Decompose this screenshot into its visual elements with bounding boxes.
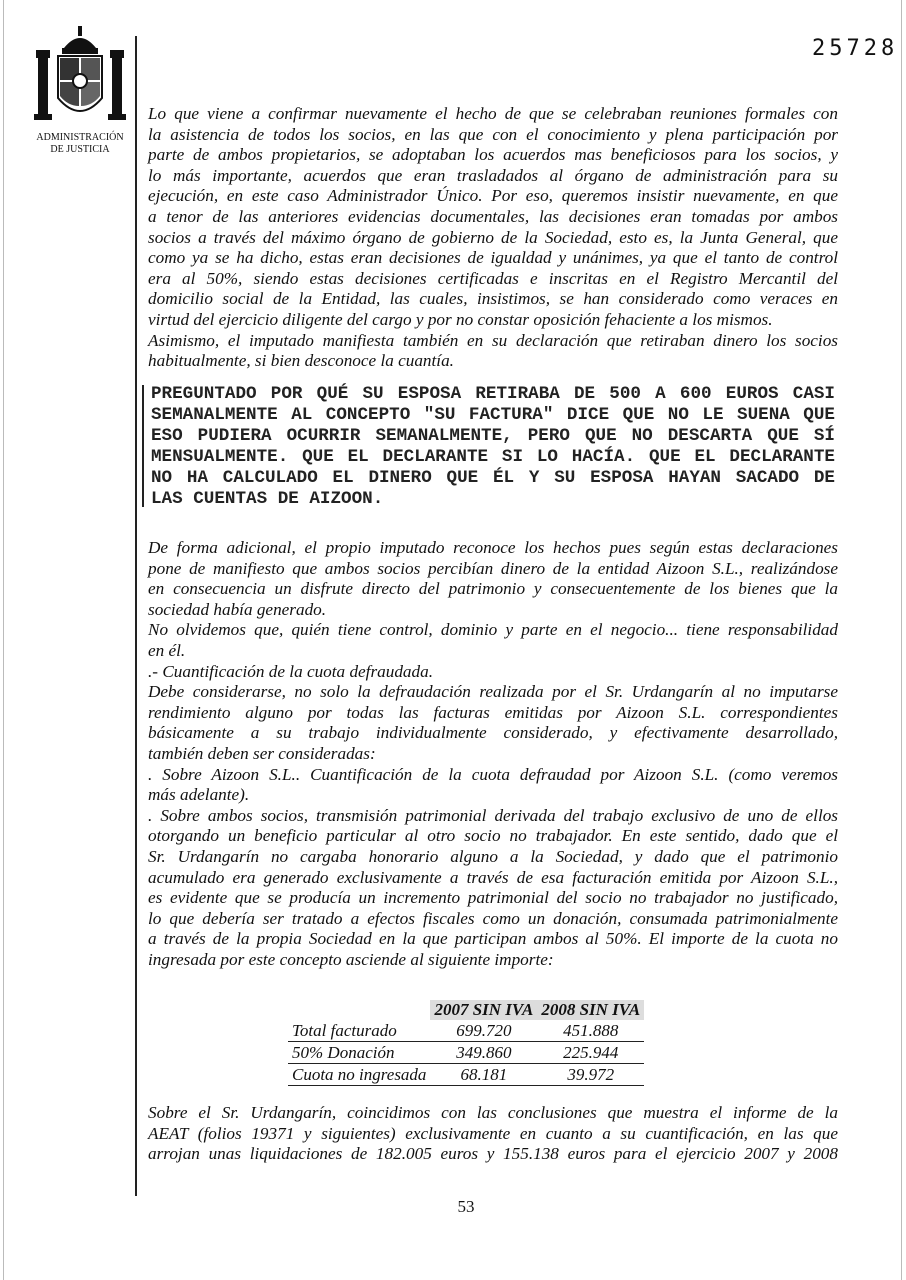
text-line: De forma adicional, el propio imputado reconoce los hechos pues según estas declaraciones <box>148 538 838 557</box>
text-line: como ya se ha dicho, estas eran decisiones de igualdad y unánimes, ya que el tanto de control <box>148 248 838 268</box>
text-line: en él. <box>148 640 186 660</box>
table-row <box>288 1020 644 1042</box>
table-row <box>288 1042 644 1064</box>
value-2007: 349.860 <box>430 1042 537 1064</box>
text-line: la asistencia de todos los socios, en las que con el conocimiento y plena participación por <box>148 124 838 144</box>
text-line: NO HA CALCULADO EL DINERO QUE ÉL Y SU ESPOSA HAYAN SACADO DE <box>151 468 835 488</box>
table-header-2007: 2007 SIN IVA <box>430 1000 537 1020</box>
page-stamp-number: 25728 <box>812 36 899 61</box>
paragraph-aeat-informe <box>148 1103 838 1165</box>
declaration-transcript <box>151 384 835 510</box>
logo-caption-line2: DE JUSTICIA <box>50 144 110 155</box>
text-line: No olvidemos que, quién tiene control, dominio y parte en el negocio... tiene responsabilidad <box>148 620 838 640</box>
text-line: domicilio social de la Entidad, las cuales, insistimos, se han considerado como veraces en <box>148 289 838 309</box>
coat-of-arms-icon <box>34 26 126 128</box>
text-line: LAS CUENTAS DE AIZOON. <box>151 489 384 509</box>
text-line: ejecución, en este caso Administrador Único. Por eso, queremos insistir nuevamente, en que <box>148 186 838 206</box>
scan-edge-right <box>901 0 902 1280</box>
text-line: en consecuencia un disfrute directo del patrimonio y consecuentemente de los bienes que la <box>148 579 838 599</box>
scan-edge-left <box>3 0 4 1280</box>
text-line: también deben ser consideradas: <box>148 743 376 763</box>
text-line: era al 50%, siendo estas decisiones certificadas e inscritas en el Registro Mercantil del <box>148 268 838 288</box>
page-number: 53 <box>457 1197 475 1216</box>
paragraph-cuantificacion <box>148 538 838 970</box>
text-line: lo más importante, acuerdos que eran trasladados al órgano de administración para su <box>148 165 838 185</box>
text-line: .- Cuantificación de la cuota defraudada. <box>148 661 433 681</box>
text-line: pone de manifiesto que ambos socios percibían dinero de la entidad Aizoon S.L., realizándose <box>148 558 838 578</box>
table-row <box>288 1064 644 1086</box>
text-line: Lo que viene a confirmar nuevamente el hecho de que se celebraban reuniones formales con <box>148 104 838 123</box>
text-line: lo que debería ser tratado a efectos fiscales como un donación, consumada patrimonialmente <box>148 908 838 928</box>
row-label: Cuota no ingresada <box>288 1064 430 1086</box>
text-line: PREGUNTADO POR QUÉ SU ESPOSA RETIRABA DE 500 A 600 EUROS CASI <box>151 384 835 404</box>
text-line: habitualmente, si bien desconoce la cuantía. <box>148 351 454 371</box>
text-line: Sr. Urdangarín no cargaba honorario alguno a la Sociedad, y dado que el patrimonio <box>148 846 838 866</box>
text-line: MENSUALMENTE. QUE EL DECLARANTE SI LO HACÍA. QUE EL DECLARANTE <box>151 447 835 467</box>
text-line: SEMANALMENTE AL CONCEPTO "SU FACTURA" DICE QUE NO LE SUENA QUE <box>151 405 835 425</box>
text-line: básicamente a su trabajo individualmente considerado, y efectivamente desarrollado, <box>148 723 838 743</box>
donation-table <box>288 1000 644 1086</box>
declaration-margin-bar <box>142 385 144 507</box>
text-line: sociedad había generado. <box>148 599 327 619</box>
text-line: otorgando un beneficio particular al otro socio no trabajador. En este sentido, dado que el <box>148 826 838 846</box>
margin-rule <box>135 36 137 1196</box>
text-line: a tenor de las anteriores evidencias documentales, las decisiones eran tomadas por ambos <box>148 206 838 226</box>
text-line: . Sobre Aizoon S.L.. Cuantificación de la cuota defraudad por Aizoon S.L. (como veremos <box>148 764 838 784</box>
value-2007: 699.720 <box>430 1020 537 1042</box>
row-label: 50% Donación <box>288 1042 430 1064</box>
text-line: arrojan unas liquidaciones de 182.005 euros y 155.138 euros para el ejercicio 2007 y 2008 <box>148 1144 838 1164</box>
text-line: AEAT (folios 19371 y siguientes) exclusivamente en cuanto a su cuantificación, en las que <box>148 1123 838 1143</box>
value-2007: 68.181 <box>430 1064 537 1086</box>
value-2008: 451.888 <box>537 1020 644 1042</box>
text-line: ESO PUDIERA OCURRIR SEMANALMENTE, PERO QUE NO DESCARTA QUE SÍ <box>151 426 835 446</box>
text-line: rendimiento alguno por todas las facturas emitidas por Aizoon S.L. correspondientes <box>148 702 838 722</box>
table-header-blank <box>288 1000 430 1020</box>
table-header-2008: 2008 SIN IVA <box>537 1000 644 1020</box>
coat-of-arms-logo <box>28 26 132 156</box>
paragraph-socios-acuerdos <box>148 104 838 372</box>
value-2008: 39.972 <box>537 1064 644 1086</box>
text-line: Sobre el Sr. Urdangarín, coincidimos con las conclusiones que muestra el informe de la <box>148 1103 838 1122</box>
text-line: virtud del ejercicio diligente del cargo y por no constar oposición fehaciente a los mismos. <box>148 309 773 329</box>
text-line: Asimismo, el imputado manifiesta también en su declaración que retiraban dinero los socios <box>148 330 838 350</box>
row-label: Total facturado <box>288 1020 430 1042</box>
value-2008: 225.944 <box>537 1042 644 1064</box>
text-line: socios a través del máximo órgano de gobierno de la Sociedad, esto es, la Junta General, que <box>148 227 838 247</box>
text-line: ingresada por este concepto asciende al siguiente importe: <box>148 949 554 969</box>
text-line: . Sobre ambos socios, transmisión patrimonial derivada del trabajo exclusivo de uno de ellos <box>148 805 838 825</box>
text-line: más adelante). <box>148 785 250 805</box>
text-line: acumulado era generado exclusivamente a través de esa facturación emitida por Aizoon S.L., <box>148 867 838 887</box>
text-line: Debe considerarse, no solo la defraudación realizada por el Sr. Urdangarín al no imputarse <box>148 682 838 702</box>
table-header-row <box>288 1000 644 1020</box>
text-line: a través de la propia Sociedad en la que participan ambos al 50%. El importe de la cuota no <box>148 929 838 949</box>
text-line: parte de ambos propietarios, se adoptaban los acuerdos mas beneficiosos para los socios, y <box>148 145 838 165</box>
logo-caption-line1: ADMINISTRACIÓN <box>36 132 124 143</box>
text-line: es evidente que se producía un incremento patrimonial del socio no trabajador no justificado, <box>148 888 838 908</box>
